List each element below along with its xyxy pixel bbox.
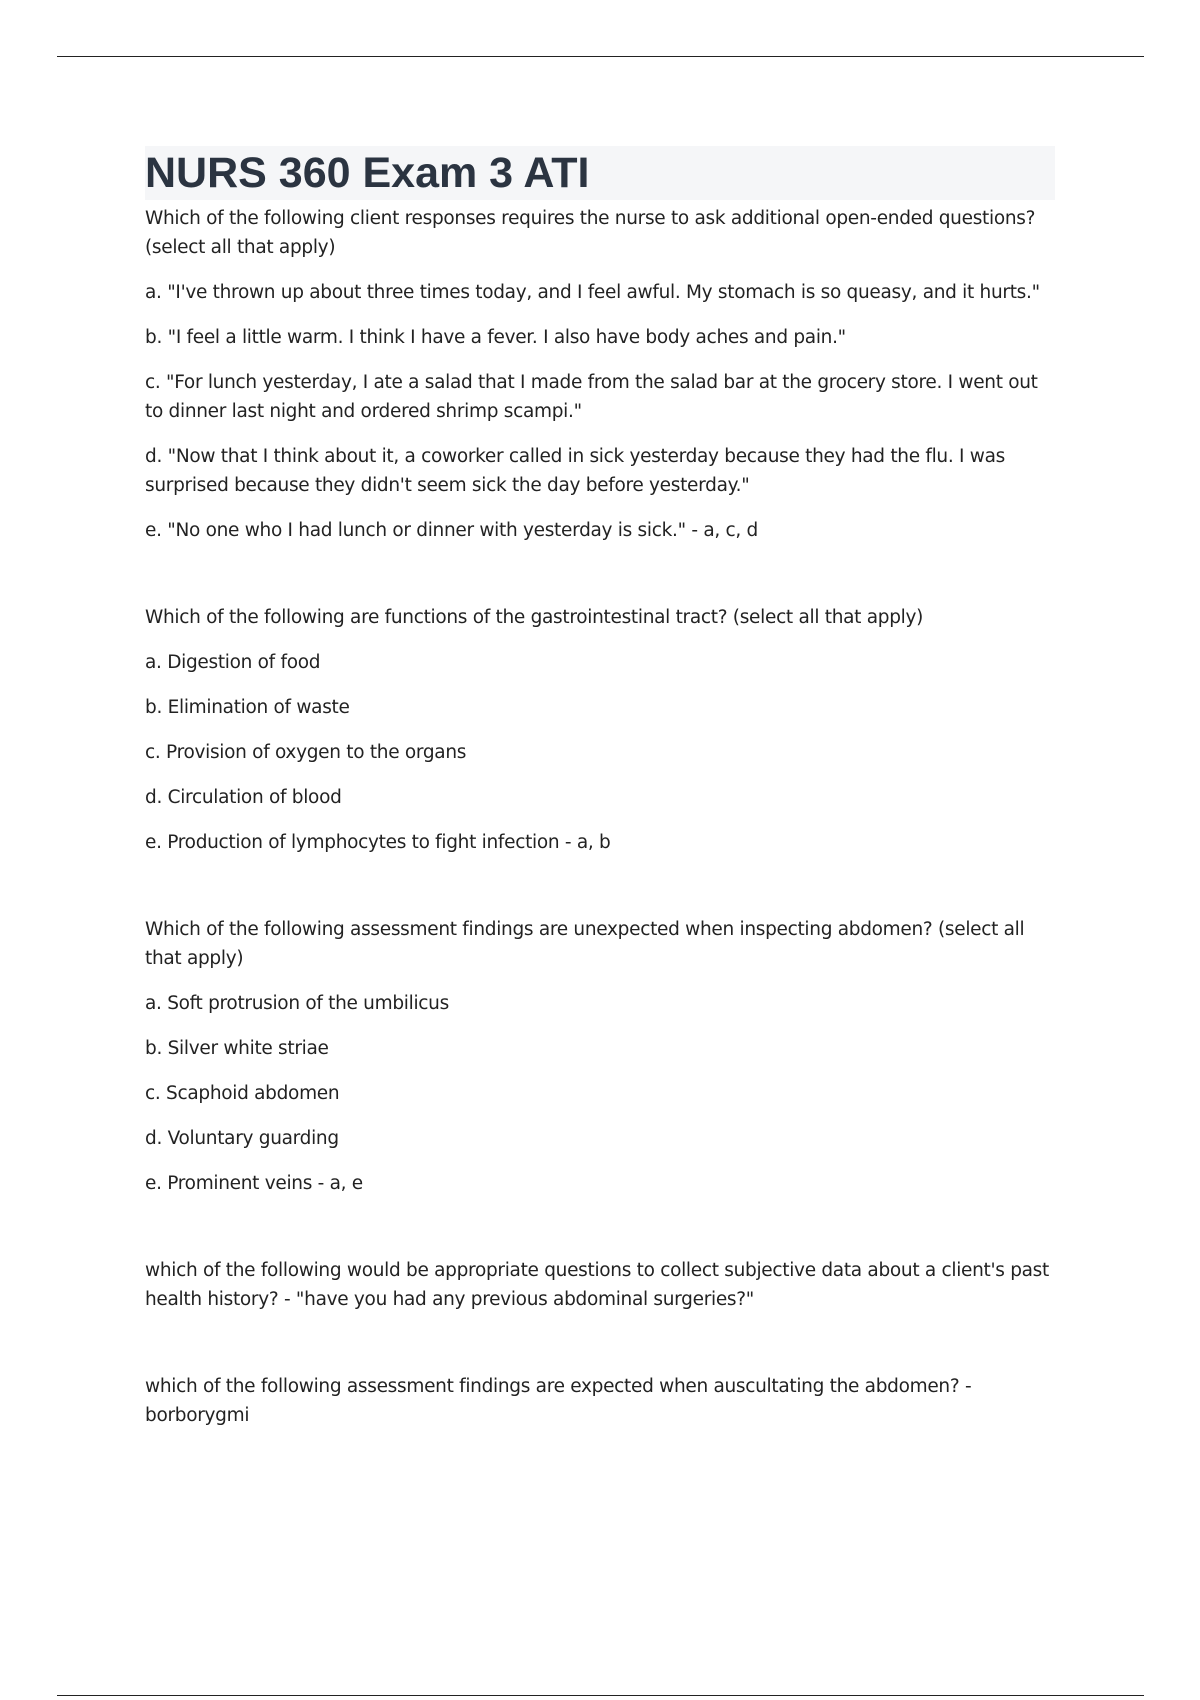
answer-option: c. Provision of oxygen to the organs xyxy=(145,742,467,763)
answer-option: d. "Now that I think about it, a coworker called in sick yesterday because they had the flu. I was surprised because they didn't seem sick the day before yesterday." xyxy=(145,446,1005,496)
answer-option: a. "I've thrown up about three times today, and I feel awful. My stomach is so queasy, and it hurts." xyxy=(145,282,1040,303)
top-rule xyxy=(57,56,1144,57)
answer-option: a. Digestion of food xyxy=(145,652,321,673)
answer-option: e. "No one who I had lunch or dinner with yesterday is sick." - a, c, d xyxy=(145,520,758,541)
question-block-3 xyxy=(145,915,1055,1198)
answer-option: c. "For lunch yesterday, I ate a salad that I made from the salad bar at the grocery store. I went out to dinner last night and ordered shrimp scampi." xyxy=(145,372,1038,422)
question-text: Which of the following assessment findings are unexpected when inspecting abdomen? (select all that apply) xyxy=(145,919,1025,969)
answer-option: e. Prominent veins - a, e xyxy=(145,1173,363,1194)
question-text: Which of the following client responses requires the nurse to ask additional open-ended questions? (select all that apply) xyxy=(145,208,1036,258)
question-block-1 xyxy=(145,204,1055,545)
answer-option: c. Scaphoid abdomen xyxy=(145,1083,340,1104)
answer-option: b. "I feel a little warm. I think I have a fever. I also have body aches and pain." xyxy=(145,327,846,348)
answer-option: b. Silver white striae xyxy=(145,1038,329,1059)
answer-option: e. Production of lymphocytes to fight infection - a, b xyxy=(145,832,611,853)
question-text: Which of the following are functions of the gastrointestinal tract? (select all that apply) xyxy=(145,607,924,628)
bottom-rule xyxy=(57,1695,1144,1696)
question-block-2 xyxy=(145,603,1055,857)
document-title: NURS 360 Exam 3 ATI xyxy=(145,148,590,197)
answer-option: b. Elimination of waste xyxy=(145,697,350,718)
question-block-5 xyxy=(145,1372,1055,1430)
answer-option: a. Soft protrusion of the umbilicus xyxy=(145,993,449,1014)
question-text: which of the following would be appropriate questions to collect subjective data about a client's past health history? - "have you had any previous abdominal surgeries?" xyxy=(145,1260,1049,1310)
document-body xyxy=(145,146,1055,1488)
title-band xyxy=(145,146,1055,200)
answer-option: d. Circulation of blood xyxy=(145,787,342,808)
question-block-4 xyxy=(145,1256,1055,1314)
answer-option: d. Voluntary guarding xyxy=(145,1128,339,1149)
question-text: which of the following assessment findings are expected when auscultating the abdomen? - borborygmi xyxy=(145,1376,972,1426)
